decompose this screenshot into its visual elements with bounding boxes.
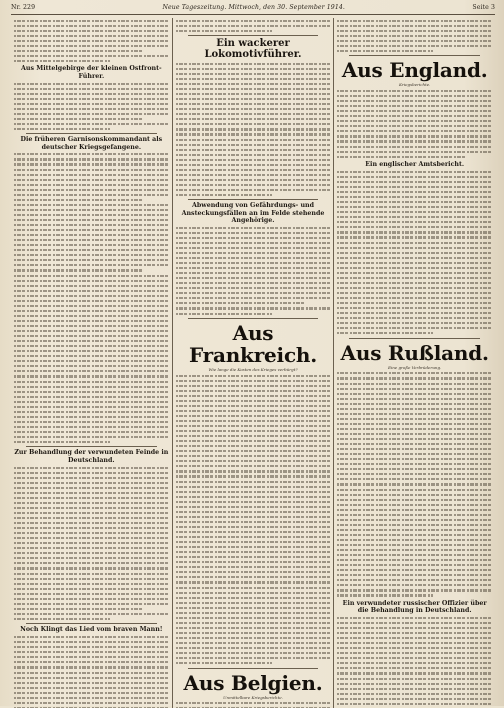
- section-kicker: Eine große Verbrüderung.: [388, 364, 442, 370]
- section-kicker: Wie lange die Kosten des Krieges verbürgt?: [208, 366, 298, 372]
- column-divider-rule: [188, 668, 319, 669]
- text-line: [337, 48, 433, 53]
- text-line: [337, 593, 433, 598]
- text-line: [337, 154, 467, 159]
- column-divider-rule: [188, 318, 319, 319]
- paper-date-line: Neue Tageszeitung. Mittwoch, den 30. September 1914.: [162, 4, 345, 11]
- column-3: [333, 18, 495, 708]
- article-heading: Die früheren Garnisonskommandant als deutscher Kriegsgefangene.: [20, 136, 163, 151]
- article-heading: Aus Mittelgebirge der kleinen Ostfront-Führer.: [21, 65, 162, 80]
- text-line: [14, 616, 110, 621]
- column-divider-rule: [26, 623, 157, 624]
- column-divider-rule: [349, 55, 480, 56]
- section-headline: Aus Belgien.: [183, 670, 323, 695]
- section-kicker: Unmittelbare Kriegsberichte.: [223, 694, 283, 700]
- article-heading: Ein verwundeter russischer Offizier über die Behandlung in Deutschland.: [342, 599, 487, 615]
- section-headline: Aus Frankreich.: [188, 320, 318, 367]
- article-heading: Noch Klingt das Lied vom braven Mann!: [20, 626, 163, 634]
- masthead: [11, 4, 495, 15]
- column-divider-rule: [349, 338, 480, 339]
- article-heading: Ein wackerer Lokomotivführer.: [204, 38, 302, 61]
- column-1: [11, 18, 172, 708]
- text-line: [176, 661, 272, 666]
- column-divider-rule: [26, 133, 157, 134]
- column-divider-rule: [188, 35, 319, 36]
- text-line: [337, 331, 433, 336]
- article-heading: Ein englischer Amtsbericht.: [365, 160, 465, 168]
- columns: [11, 18, 495, 708]
- column-2: [172, 18, 334, 708]
- text-line: [176, 311, 272, 316]
- text-line: [14, 439, 110, 444]
- page-number: Seite 3: [472, 4, 495, 11]
- section-headline: Aus England.: [341, 58, 488, 83]
- column-divider-rule: [188, 199, 319, 200]
- issue-number: Nr. 229: [11, 4, 36, 11]
- section-headline: Aus Rußland.: [340, 340, 489, 365]
- text-line: [14, 58, 110, 63]
- article-heading: Zur Behandlung der verwundeten Feinde in Deutschland.: [14, 449, 169, 464]
- text-line: [14, 126, 110, 131]
- section-kicker: Kriegsberichte.: [399, 82, 431, 88]
- text-line: [176, 192, 272, 197]
- column-divider-rule: [26, 446, 157, 447]
- text-line: [176, 28, 272, 33]
- article-heading: Abwendung von Gefährdungs- und Ansteckungsfällen an im Felde stehende Angehörige.: [181, 202, 325, 224]
